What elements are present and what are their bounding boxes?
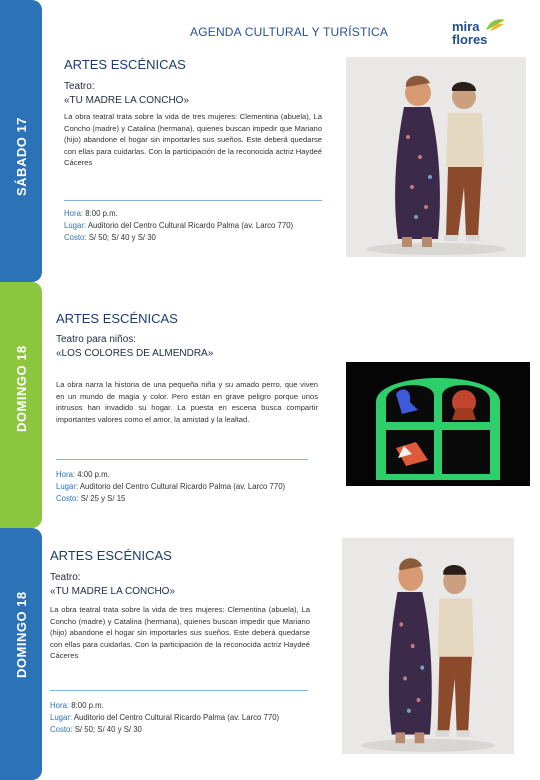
event-description: La obra teatral trata sobre la vida de tres mujeres: Clementina (abuela), La Concho (madre) y Catalina (hermana), quienes buscan impedir que Mariano (hijo) abandone el hogar sin importarles sus sueños. Este deberá quedarse con ellas para cuidarlas. Con la participación de la reconocida actriz Haydeé Cáceres <box>50 605 310 661</box>
event-category: ARTES ESCÉNICAS <box>64 57 186 72</box>
event-type: Teatro: <box>50 572 81 583</box>
costo-value: S/ 50; S/ 40 y S/ 30 <box>74 725 142 734</box>
event-photo-actors <box>346 57 526 257</box>
event-details <box>56 469 331 505</box>
hora-label: Hora: <box>50 701 70 710</box>
lugar-label: Lugar: <box>64 221 87 230</box>
costo-value: S/ 50; S/ 40 y S/ 30 <box>88 233 156 242</box>
leaf-icon <box>484 18 506 32</box>
event-name: «TU MADRE LA CONCHO» <box>50 586 176 597</box>
lugar-value: Auditorio del Centro Cultural Ricardo Palma (av. Larco 770) <box>73 713 280 722</box>
lugar-value: Auditorio del Centro Cultural Ricardo Palma (av. Larco 770) <box>79 482 286 491</box>
event-description: La obra narra la historia de una pequeña niña y su amado perro, que viven en un mundo de magia y color. Pero están en grave peligro porque unos intrusos han invadido su hogar. La puesta en escena busca compartir importantes valores como el amor, la amistad y la lealtad. <box>56 380 318 424</box>
day-tab-1 <box>0 0 42 282</box>
divider <box>56 459 308 460</box>
hora-label: Hora: <box>64 209 84 218</box>
event-name: «TU MADRE LA CONCHO» <box>64 95 190 106</box>
lugar-label: Lugar: <box>56 482 79 491</box>
hora-value: 8:00 p.m. <box>85 209 118 218</box>
day-tab-3 <box>0 528 42 780</box>
costo-label: Costo: <box>56 494 79 503</box>
hora-label: Hora: <box>56 470 76 479</box>
event-name: «LOS COLORES DE ALMENDRA» <box>56 348 214 359</box>
lugar-label: Lugar: <box>50 713 73 722</box>
event-category: ARTES ESCÉNICAS <box>50 548 172 563</box>
costo-value: S/ 25 y S/ 15 <box>80 494 126 503</box>
logo-word-1: mira <box>452 19 480 34</box>
divider <box>50 690 308 691</box>
costo-label: Costo: <box>50 725 73 734</box>
logo-word-2: flores <box>452 32 488 47</box>
event-photo-puppets <box>346 362 530 486</box>
event-photo-actors <box>342 538 514 754</box>
day-tab-2 <box>0 282 42 528</box>
day-tab-label: SÁBADO 17 <box>14 117 29 196</box>
day-tab-label: DOMINGO 18 <box>14 591 29 678</box>
costo-label: Costo: <box>64 233 87 242</box>
day-tab-label: DOMINGO 18 <box>14 345 29 432</box>
hora-value: 4:00 p.m. <box>77 470 110 479</box>
lugar-value: Auditorio del Centro Cultural Ricardo Palma (av. Larco 770) <box>87 221 294 230</box>
page-header-title: AGENDA CULTURAL Y TURÍSTICA <box>190 25 389 39</box>
event-type: Teatro para niños: <box>56 334 137 345</box>
event-description: La obra teatral trata sobre la vida de tres mujeres: Clementina (abuela), La Concho (madre) y Catalina (hermana), quienes buscan impedir que Mariano (hijo) abandone el hogar sin importarles sus sueños. Este deberá quedarse con ellas para cuidarlas. Con la participación de la reconocida actriz Haydeé Cáceres <box>64 112 322 168</box>
hora-value: 8:00 p.m. <box>71 701 104 710</box>
event-type: Teatro: <box>64 81 95 92</box>
miraflores-logo <box>448 16 518 50</box>
divider <box>64 200 322 201</box>
event-category: ARTES ESCÉNICAS <box>56 311 178 326</box>
event-details <box>64 208 334 244</box>
event-details <box>50 700 330 736</box>
